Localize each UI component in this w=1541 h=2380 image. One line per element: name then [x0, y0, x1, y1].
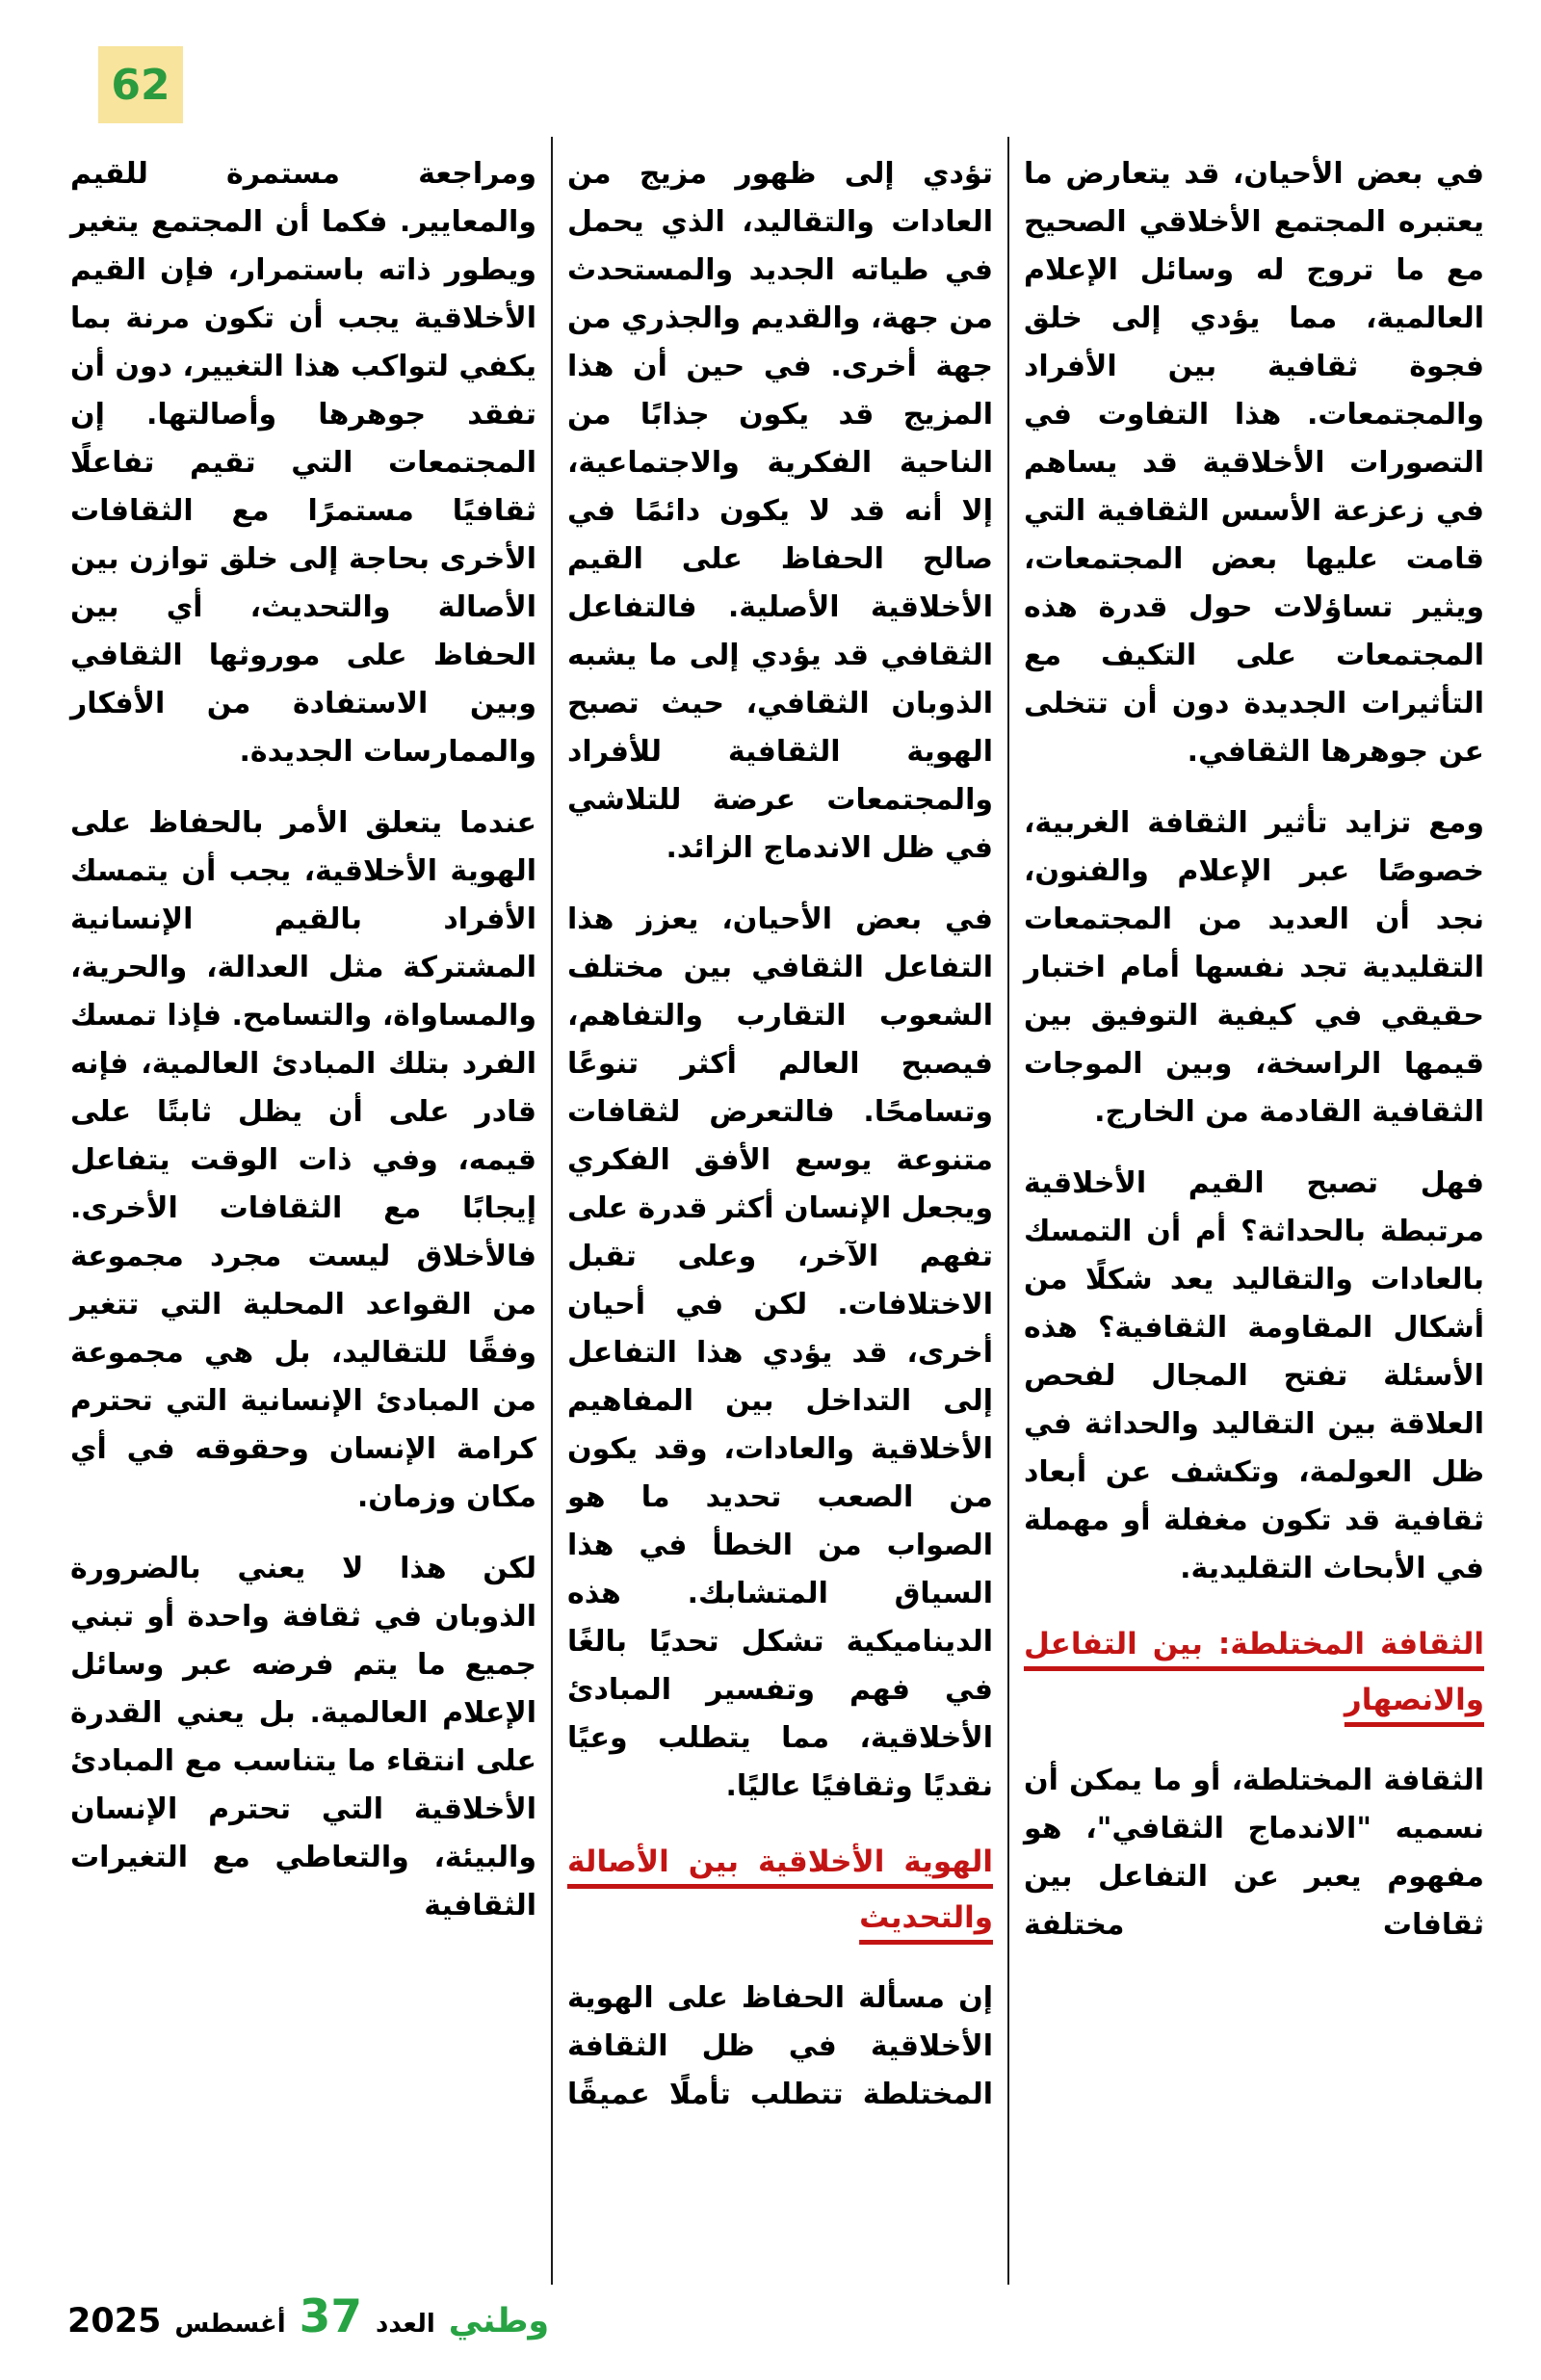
body-paragraph: عندما يتعلق الأمر بالحفاظ على الهوية الأخلاقية، يجب أن يتمسك الأفراد بالقيم الإنسانية المشتركة مثل العدالة، والحرية، والمساواة، والتسامح. فإذا تمسك الفرد بتلك المبادئ العالمية، فإنه قادر على أن يظل ثابتًا على قيمه، وفي ذات الوقت يتفاعل إيجابًا مع الثقافات الأخرى. فالأخلاق ليست مجرد مجموعة من القواعد المحلية التي تتغير وفقًا للتقاليد، بل هي مجموعة من المبادئ الإنسانية التي تحترم كرامة الإنسان وحقوقه في أي مكان وزمان. [70, 806, 536, 1514]
body-paragraph: تؤدي إلى ظهور مزيج من العادات والتقاليد، الذي يحمل في طياته الجديد والمستحدث من جهة، والقديم والجذري من جهة أخرى. في حين أن هذا المزيج قد يكون جذابًا من الناحية الفكرية والاجتماعية، إلا أنه قد لا يكون دائمًا في صالح الحفاظ على القيم الأخلاقية الأصلية. فالتفاعل الثقافي قد يؤدي إلى ما يشبه الذوبان الثقافي، حيث تصبح الهوية الثقافية للأفراد والمجتمعات عرضة للتلاشي في ظل الاندماج الزائد. [567, 157, 993, 865]
body-paragraph: في بعض الأحيان، قد يتعارض ما يعتبره المجتمع الأخلاقي الصحيح مع ما تروج له وسائل الإعلام العالمية، مما يؤدي إلى خلق فجوة ثقافية بين الأفراد والمجتمعات. هذا التفاوت في التصورات الأخلاقية قد يساهم في زعزعة الأسس الثقافية التي قامت عليها بعض المجتمعات، ويثير تساؤلات حول قدرة هذه المجتمعات على التكيف مع التأثيرات الجديدة دون أن تتخلى عن جوهرها الثقافي. [1024, 157, 1484, 769]
column-left [70, 137, 536, 2285]
section-heading-moral-identity: الهوية الأخلاقية بين الأصالة والتحديث [567, 1844, 993, 1935]
body-paragraph: لكن هذا لا يعني بالضرورة الذوبان في ثقافة واحدة أو تبني جميع ما يتم فرضه عبر وسائل الإعلام العالمية. بل يعني القدرة على انتقاء ما يتناسب مع المبادئ الأخلاقية التي تحترم الإنسان والبيئة، والتعاطي مع التغيرات الثقافية [70, 1552, 536, 1922]
footer-year: 2025 [67, 2302, 162, 2341]
column-divider [1007, 137, 1009, 2285]
body-paragraph: ومراجعة مستمرة للقيم والمعايير. فكما أن المجتمع يتغير ويطور ذاته باستمرار، فإن القيم الأخلاقية يجب أن تكون مرنة بما يكفي لتواكب هذا التغيير، دون أن تفقد جوهرها وأصالتها. إن المجتمعات التي تقيم تفاعلًا ثقافيًا مستمرًا مع الثقافات الأخرى بحاجة إلى خلق توازن بين الأصالة والتحديث، أي بين الحفاظ على موروثها الثقافي وبين الاستفادة من الأفكار والممارسات الجديدة. [70, 157, 536, 769]
footer-issue-number: 37 [299, 2290, 363, 2343]
footer [67, 2290, 549, 2343]
body-paragraph: في بعض الأحيان، يعزز هذا التفاعل الثقافي بين مختلف الشعوب التقارب والتفاهم، فيصبح العالم أكثر تنوعًا وتسامحًا. فالتعرض لثقافات متنوعة يوسع الأفق الفكري ويجعل الإنسان أكثر قدرة على تفهم الآخر، وعلى تقبل الاختلافات. لكن في أحيان أخرى، قد يؤدي هذا التفاعل إلى التداخل بين المفاهيم الأخلاقية والعادات، وقد يكون من الصعب تحديد ما هو الصواب من الخطأ في هذا السياق المتشابك. هذه الديناميكية تشكل تحديًا بالغًا في فهم وتفسير المبادئ الأخلاقية، مما يتطلب وعيًا نقديًا وثقافيًا عاليًا. [567, 902, 993, 1803]
body-paragraph: ومع تزايد تأثير الثقافة الغربية، خصوصًا عبر الإعلام والفنون، نجد أن العديد من المجتمعات التقليدية تجد نفسها أمام اختبار حقيقي في كيفية التوفيق بين قيمها الراسخة، وبين الموجات الثقافية القادمة من الخارج. [1024, 806, 1484, 1129]
footer-issue-label: العدد [376, 2310, 435, 2339]
footer-brand: وطني [448, 2302, 550, 2341]
body-paragraph: إن مسألة الحفاظ على الهوية الأخلاقية في ظل الثقافة المختلطة تتطلب تأملًا عميقًا [567, 1981, 993, 2111]
columns-area [0, 137, 1541, 2285]
page-number: 62 [111, 60, 170, 110]
section-heading-mixed-culture: الثقافة المختلطة: بين التفاعل والانصهار [1024, 1627, 1484, 1717]
column-divider [551, 137, 553, 2285]
page-number-badge [98, 46, 183, 123]
footer-month: أغسطس [174, 2310, 286, 2339]
body-paragraph: فهل تصبح القيم الأخلاقية مرتبطة بالحداثة؟ أم أن التمسك بالعادات والتقاليد يعد شكلًا من أشكال المقاومة الثقافية؟ هذه الأسئلة تفتح المجال لفحص العلاقة بين التقاليد والحداثة في ظل العولمة، وتكشف عن أبعاد ثقافية قد تكون مغفلة أو مهملة في الأبحاث التقليدية. [1024, 1166, 1484, 1585]
column-right [1024, 137, 1484, 2285]
body-paragraph: الثقافة المختلطة، أو ما يمكن أن نسميه "الاندماج الثقافي"، هو مفهوم يعبر عن التفاعل بين ثقافات مختلفة [1024, 1764, 1484, 1942]
column-middle [567, 137, 993, 2285]
